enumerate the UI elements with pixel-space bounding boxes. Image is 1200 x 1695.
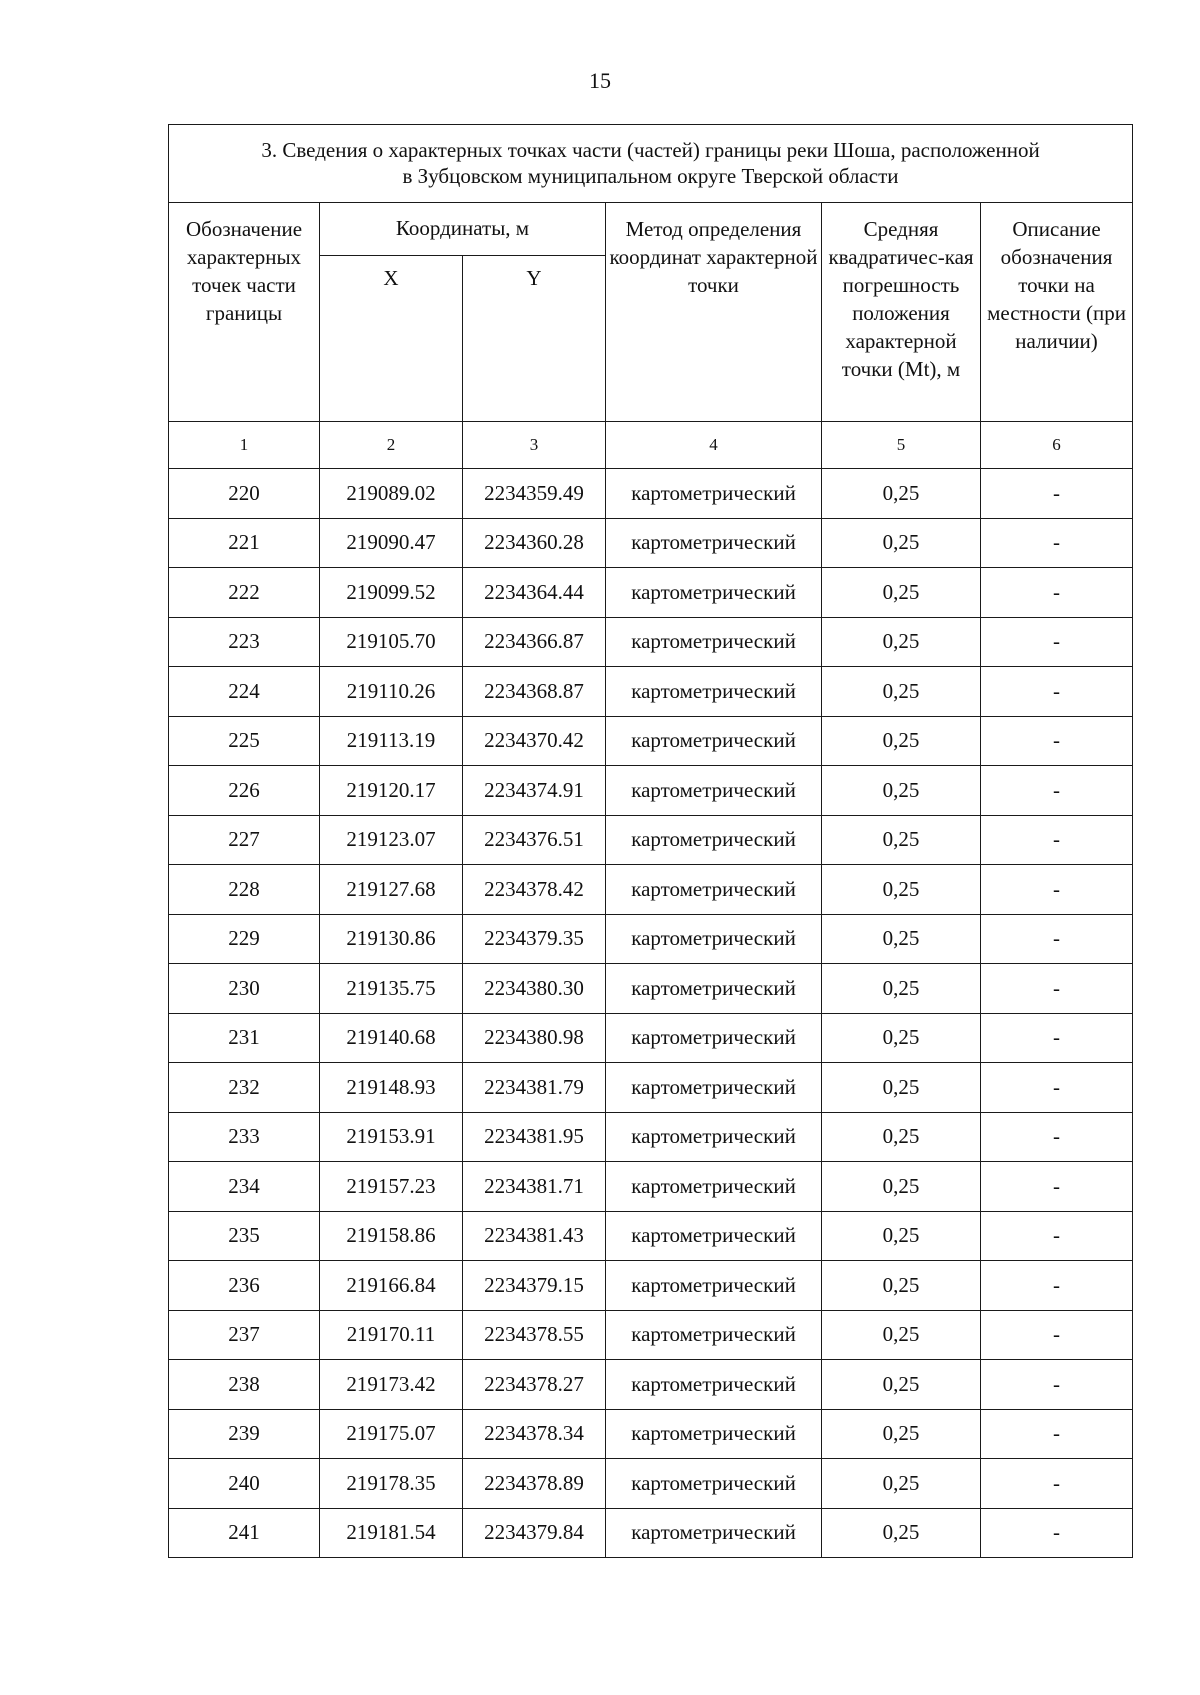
description-cell: - — [981, 766, 1133, 816]
y-coordinate-cell: 2234376.51 — [463, 815, 606, 865]
point-id-cell: 230 — [169, 964, 320, 1014]
point-id-cell: 225 — [169, 716, 320, 766]
y-coordinate-cell: 2234379.15 — [463, 1261, 606, 1311]
point-id-cell: 233 — [169, 1112, 320, 1162]
table-row — [169, 469, 1133, 519]
point-id-cell: 239 — [169, 1409, 320, 1459]
error-cell: 0,25 — [822, 1162, 981, 1212]
point-id-cell: 236 — [169, 1261, 320, 1311]
description-cell: - — [981, 914, 1133, 964]
column-number: 5 — [822, 422, 981, 469]
y-coordinate-cell: 2234374.91 — [463, 766, 606, 816]
point-id-cell: 235 — [169, 1211, 320, 1261]
y-coordinate-cell: 2234368.87 — [463, 667, 606, 717]
boundary-points-table — [168, 124, 1133, 1558]
x-coordinate-cell: 219170.11 — [320, 1310, 463, 1360]
method-cell: картометрический — [606, 1261, 822, 1311]
error-cell: 0,25 — [822, 1360, 981, 1410]
method-cell: картометрический — [606, 815, 822, 865]
x-coordinate-cell: 219158.86 — [320, 1211, 463, 1261]
header-row-1 — [169, 203, 1133, 256]
table-row — [169, 865, 1133, 915]
header-y: Y — [463, 256, 606, 422]
column-number: 4 — [606, 422, 822, 469]
y-coordinate-cell: 2234360.28 — [463, 518, 606, 568]
table-row — [169, 1112, 1133, 1162]
method-cell: картометрический — [606, 1360, 822, 1410]
point-id-cell: 231 — [169, 1013, 320, 1063]
x-coordinate-cell: 219113.19 — [320, 716, 463, 766]
description-cell: - — [981, 1112, 1133, 1162]
table-row — [169, 568, 1133, 618]
error-cell: 0,25 — [822, 914, 981, 964]
description-cell: - — [981, 568, 1133, 618]
point-id-cell: 229 — [169, 914, 320, 964]
description-cell: - — [981, 1409, 1133, 1459]
y-coordinate-cell: 2234379.35 — [463, 914, 606, 964]
method-cell: картометрический — [606, 469, 822, 519]
y-coordinate-cell: 2234364.44 — [463, 568, 606, 618]
error-cell: 0,25 — [822, 1063, 981, 1113]
x-coordinate-cell: 219157.23 — [320, 1162, 463, 1212]
table-row — [169, 1508, 1133, 1558]
description-cell: - — [981, 617, 1133, 667]
description-cell: - — [981, 716, 1133, 766]
x-coordinate-cell: 219105.70 — [320, 617, 463, 667]
point-id-cell: 238 — [169, 1360, 320, 1410]
error-cell: 0,25 — [822, 865, 981, 915]
description-cell: - — [981, 1063, 1133, 1113]
description-cell: - — [981, 1261, 1133, 1311]
point-id-cell: 240 — [169, 1459, 320, 1509]
column-number: 2 — [320, 422, 463, 469]
point-id-cell: 227 — [169, 815, 320, 865]
description-cell: - — [981, 815, 1133, 865]
method-cell: картометрический — [606, 865, 822, 915]
x-coordinate-cell: 219123.07 — [320, 815, 463, 865]
y-coordinate-cell: 2234380.98 — [463, 1013, 606, 1063]
description-cell: - — [981, 667, 1133, 717]
table-row — [169, 1261, 1133, 1311]
x-coordinate-cell: 219166.84 — [320, 1261, 463, 1311]
method-cell: картометрический — [606, 518, 822, 568]
x-coordinate-cell: 219130.86 — [320, 914, 463, 964]
point-id-cell: 220 — [169, 469, 320, 519]
table-title-line-1: 3. Сведения о характерных точках части (частей) границы реки Шоша, расположенной — [261, 138, 1040, 163]
x-coordinate-cell: 219173.42 — [320, 1360, 463, 1410]
column-number: 3 — [463, 422, 606, 469]
point-id-cell: 241 — [169, 1508, 320, 1558]
method-cell: картометрический — [606, 1112, 822, 1162]
table-row — [169, 1063, 1133, 1113]
error-cell: 0,25 — [822, 964, 981, 1014]
method-cell: картометрический — [606, 1063, 822, 1113]
table-row — [169, 716, 1133, 766]
y-coordinate-cell: 2234370.42 — [463, 716, 606, 766]
error-cell: 0,25 — [822, 518, 981, 568]
method-cell: картометрический — [606, 617, 822, 667]
error-cell: 0,25 — [822, 1013, 981, 1063]
x-coordinate-cell: 219178.35 — [320, 1459, 463, 1509]
table-row — [169, 667, 1133, 717]
error-cell: 0,25 — [822, 1310, 981, 1360]
y-coordinate-cell: 2234381.79 — [463, 1063, 606, 1113]
point-id-cell: 224 — [169, 667, 320, 717]
error-cell: 0,25 — [822, 617, 981, 667]
error-cell: 0,25 — [822, 1261, 981, 1311]
y-coordinate-cell: 2234378.42 — [463, 865, 606, 915]
point-id-cell: 234 — [169, 1162, 320, 1212]
table-row — [169, 617, 1133, 667]
x-coordinate-cell: 219099.52 — [320, 568, 463, 618]
method-cell: картометрический — [606, 1459, 822, 1509]
y-coordinate-cell: 2234378.55 — [463, 1310, 606, 1360]
table-row — [169, 964, 1133, 1014]
point-id-cell: 223 — [169, 617, 320, 667]
x-coordinate-cell: 219127.68 — [320, 865, 463, 915]
header-method: Метод определения координат характерной точки — [606, 203, 822, 422]
y-coordinate-cell: 2234381.95 — [463, 1112, 606, 1162]
table-row — [169, 766, 1133, 816]
error-cell: 0,25 — [822, 1112, 981, 1162]
x-coordinate-cell: 219148.93 — [320, 1063, 463, 1113]
x-coordinate-cell: 219120.17 — [320, 766, 463, 816]
point-id-cell: 237 — [169, 1310, 320, 1360]
table-row — [169, 914, 1133, 964]
description-cell: - — [981, 1013, 1133, 1063]
table-row — [169, 1211, 1133, 1261]
method-cell: картометрический — [606, 1310, 822, 1360]
method-cell: картометрический — [606, 1409, 822, 1459]
table-row — [169, 1162, 1133, 1212]
header-description: Описание обозначения точки на местности (при наличии) — [981, 203, 1133, 422]
header-designation: Обозначение характерных точек части границы — [169, 203, 320, 422]
x-coordinate-cell: 219090.47 — [320, 518, 463, 568]
method-cell: картометрический — [606, 716, 822, 766]
y-coordinate-cell: 2234381.71 — [463, 1162, 606, 1212]
description-cell: - — [981, 1360, 1133, 1410]
description-cell: - — [981, 865, 1133, 915]
error-cell: 0,25 — [822, 1409, 981, 1459]
error-cell: 0,25 — [822, 766, 981, 816]
y-coordinate-cell: 2234378.34 — [463, 1409, 606, 1459]
description-cell: - — [981, 1162, 1133, 1212]
table-title-line-2: в Зубцовском муниципальном округе Тверской области — [402, 163, 899, 188]
table-title — [169, 125, 1133, 203]
y-coordinate-cell: 2234380.30 — [463, 964, 606, 1014]
error-cell: 0,25 — [822, 815, 981, 865]
error-cell: 0,25 — [822, 1211, 981, 1261]
header-error: Средняя квадратичес-кая погрешность положения характерной точки (Mt), м — [822, 203, 981, 422]
x-coordinate-cell: 219153.91 — [320, 1112, 463, 1162]
method-cell: картометрический — [606, 766, 822, 816]
method-cell: картометрический — [606, 1013, 822, 1063]
error-cell: 0,25 — [822, 568, 981, 618]
x-coordinate-cell: 219181.54 — [320, 1508, 463, 1558]
method-cell: картометрический — [606, 1508, 822, 1558]
y-coordinate-cell: 2234381.43 — [463, 1211, 606, 1261]
description-cell: - — [981, 964, 1133, 1014]
description-cell: - — [981, 469, 1133, 519]
header-coordinates: Координаты, м — [320, 203, 606, 256]
column-number: 6 — [981, 422, 1133, 469]
table-row — [169, 1360, 1133, 1410]
column-number: 1 — [169, 422, 320, 469]
x-coordinate-cell: 219110.26 — [320, 667, 463, 717]
error-cell: 0,25 — [822, 667, 981, 717]
table-row — [169, 1409, 1133, 1459]
point-id-cell: 228 — [169, 865, 320, 915]
description-cell: - — [981, 518, 1133, 568]
x-coordinate-cell: 219140.68 — [320, 1013, 463, 1063]
x-coordinate-cell: 219135.75 — [320, 964, 463, 1014]
point-id-cell: 221 — [169, 518, 320, 568]
y-coordinate-cell: 2234378.89 — [463, 1459, 606, 1509]
description-cell: - — [981, 1508, 1133, 1558]
method-cell: картометрический — [606, 568, 822, 618]
point-id-cell: 226 — [169, 766, 320, 816]
error-cell: 0,25 — [822, 1459, 981, 1509]
y-coordinate-cell: 2234359.49 — [463, 469, 606, 519]
table-title-row — [169, 125, 1133, 203]
point-id-cell: 232 — [169, 1063, 320, 1113]
method-cell: картометрический — [606, 1211, 822, 1261]
table-row — [169, 1310, 1133, 1360]
table-row — [169, 518, 1133, 568]
page-number: 15 — [589, 68, 611, 93]
error-cell: 0,25 — [822, 469, 981, 519]
method-cell: картометрический — [606, 964, 822, 1014]
column-number-row — [169, 422, 1133, 469]
description-cell: - — [981, 1310, 1133, 1360]
description-cell: - — [981, 1211, 1133, 1261]
table-row — [169, 815, 1133, 865]
point-id-cell: 222 — [169, 568, 320, 618]
y-coordinate-cell: 2234379.84 — [463, 1508, 606, 1558]
method-cell: картометрический — [606, 914, 822, 964]
error-cell: 0,25 — [822, 1508, 981, 1558]
y-coordinate-cell: 2234378.27 — [463, 1360, 606, 1410]
description-cell: - — [981, 1459, 1133, 1509]
table-row — [169, 1013, 1133, 1063]
method-cell: картометрический — [606, 667, 822, 717]
error-cell: 0,25 — [822, 716, 981, 766]
x-coordinate-cell: 219175.07 — [320, 1409, 463, 1459]
header-x: X — [320, 256, 463, 422]
table-row — [169, 1459, 1133, 1509]
method-cell: картометрический — [606, 1162, 822, 1212]
y-coordinate-cell: 2234366.87 — [463, 617, 606, 667]
x-coordinate-cell: 219089.02 — [320, 469, 463, 519]
